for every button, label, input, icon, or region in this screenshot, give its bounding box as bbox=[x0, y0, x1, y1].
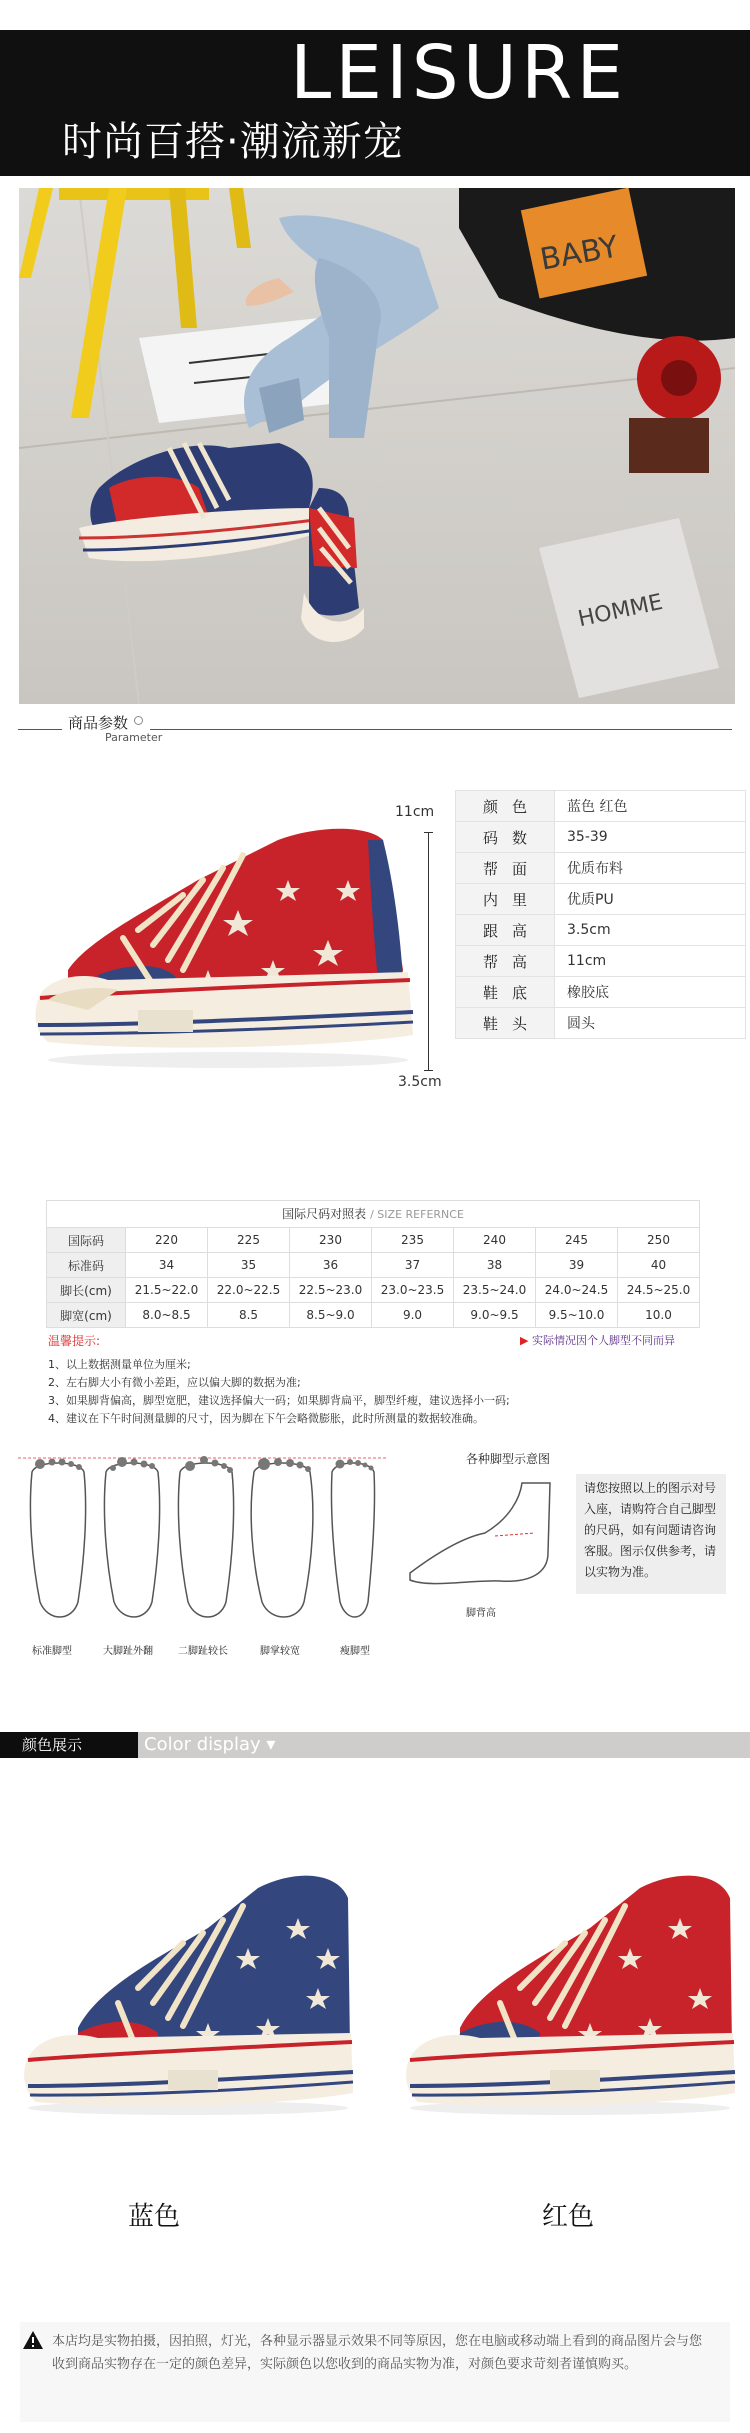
dimension-tick-bottom bbox=[424, 1070, 433, 1071]
tips-heading: 温馨提示: bbox=[48, 1334, 101, 1348]
table-cell: 230 bbox=[290, 1228, 372, 1253]
spec-row bbox=[456, 822, 746, 853]
table-cell: 22.0~22.5 bbox=[208, 1278, 290, 1303]
spec-row bbox=[456, 791, 746, 822]
row-header: 脚长(cm) bbox=[47, 1278, 126, 1303]
size-chart bbox=[46, 1200, 700, 1328]
foot-type-label: 大脚趾外翻 bbox=[103, 1646, 153, 1657]
arch-diagram bbox=[400, 1478, 560, 1598]
disclaimer-text: 本店均是实物拍摄，因拍照，灯光，各种显示器显示效果不同等原因，您在电脑或移动端上看到的商品图片会与您收到商品实物存在一定的颜色差异，实际颜色以您收到的商品实物为准，对颜色要求苛刻者谨慎购买。 bbox=[52, 2334, 703, 2372]
tip-item: 3、如果脚背偏高，脚型宽肥，建议选择偏大一码；如果脚背扁平，脚型纤瘦，建议选择小一码; bbox=[48, 1394, 510, 1407]
circle-dot-icon bbox=[134, 716, 143, 725]
table-cell: 9.5~10.0 bbox=[536, 1303, 618, 1328]
table-cell: 24.5~25.0 bbox=[618, 1278, 700, 1303]
color-label-blue: 蓝色 bbox=[128, 2202, 181, 2232]
table-cell: 225 bbox=[208, 1228, 290, 1253]
warning-icon bbox=[22, 2330, 44, 2354]
svg-text:BABY: BABY bbox=[537, 229, 621, 278]
spec-value: 优质布料 bbox=[555, 853, 746, 884]
arch-label: 脚背高 bbox=[466, 1608, 496, 1619]
arch-diagram-title: 各种脚型示意图 bbox=[466, 1452, 551, 1466]
table-cell: 23.0~23.5 bbox=[372, 1278, 454, 1303]
spec-value: 优质PU bbox=[555, 884, 746, 915]
size-table bbox=[46, 1227, 700, 1328]
row-header: 国际码 bbox=[47, 1228, 126, 1253]
table-cell: 40 bbox=[618, 1253, 700, 1278]
foot-type-note: 请您按照以上的图示对号入座，请购符合自己脚型的尺码，如有问题请咨询客服。图示仅供参考，请以实物为准。 bbox=[576, 1474, 726, 1594]
spec-table bbox=[455, 790, 746, 1039]
section-title-en: Parameter bbox=[105, 731, 163, 744]
table-cell: 35 bbox=[208, 1253, 290, 1278]
spec-key: 鞋底 bbox=[456, 977, 555, 1008]
table-cell: 22.5~23.0 bbox=[290, 1278, 372, 1303]
table-cell: 34 bbox=[126, 1253, 208, 1278]
table-cell: 39 bbox=[536, 1253, 618, 1278]
foot-type-label: 二脚趾较长 bbox=[178, 1646, 228, 1657]
table-row bbox=[47, 1228, 700, 1253]
tips-right-note bbox=[520, 1332, 675, 1348]
dimension-tick-top bbox=[424, 832, 433, 833]
section-title-cn: 商品参数 bbox=[68, 714, 129, 732]
tips-right-text: 实际情况因个人脚型不同而异 bbox=[531, 1334, 675, 1347]
table-cell: 235 bbox=[372, 1228, 454, 1253]
size-chart-title-en: / SIZE REFERNCE bbox=[370, 1208, 464, 1221]
section-line-right bbox=[150, 729, 732, 730]
table-cell: 245 bbox=[536, 1228, 618, 1253]
spec-row bbox=[456, 1008, 746, 1039]
spec-key: 帮面 bbox=[456, 853, 555, 884]
spec-value: 35-39 bbox=[555, 822, 746, 853]
table-row bbox=[47, 1253, 700, 1278]
foot-types-diagram bbox=[18, 1452, 388, 1632]
header-title-cn: 时尚百搭·潮流新宠 bbox=[62, 119, 404, 165]
spec-row bbox=[456, 915, 746, 946]
svg-text:HOMME: HOMME bbox=[575, 589, 665, 633]
spec-key: 鞋头 bbox=[456, 1008, 555, 1039]
table-cell: 240 bbox=[454, 1228, 536, 1253]
table-cell: 9.0 bbox=[372, 1303, 454, 1328]
spec-key: 颜色 bbox=[456, 791, 555, 822]
shoe-blue-image bbox=[18, 1858, 358, 2118]
foot-type-label: 脚掌较宽 bbox=[260, 1646, 300, 1657]
spec-key: 跟高 bbox=[456, 915, 555, 946]
spec-value: 圆头 bbox=[555, 1008, 746, 1039]
table-cell: 8.0~8.5 bbox=[126, 1303, 208, 1328]
table-cell: 38 bbox=[454, 1253, 536, 1278]
dimension-line bbox=[428, 832, 429, 1070]
table-cell: 21.5~22.0 bbox=[126, 1278, 208, 1303]
table-cell: 37 bbox=[372, 1253, 454, 1278]
table-row bbox=[47, 1303, 700, 1328]
section-line-left bbox=[18, 729, 62, 730]
table-row bbox=[47, 1278, 700, 1303]
spec-value: 3.5cm bbox=[555, 915, 746, 946]
spec-key: 内里 bbox=[456, 884, 555, 915]
size-chart-title bbox=[46, 1200, 700, 1227]
table-cell: 23.5~24.0 bbox=[454, 1278, 536, 1303]
spec-value: 11cm bbox=[555, 946, 746, 977]
spec-row bbox=[456, 977, 746, 1008]
header-title-en: LEISURE bbox=[290, 30, 628, 116]
row-header: 脚宽(cm) bbox=[47, 1303, 126, 1328]
table-cell: 220 bbox=[126, 1228, 208, 1253]
caret-right-icon: ▶ bbox=[520, 1334, 532, 1347]
spec-row bbox=[456, 946, 746, 977]
lifestyle-photo bbox=[19, 188, 735, 704]
tip-item: 2、左右脚大小有微小差距，应以偏大脚的数据为准; bbox=[48, 1376, 301, 1389]
shoe-red-image bbox=[400, 1858, 740, 2118]
spec-value: 蓝色 红色 bbox=[555, 791, 746, 822]
spec-value: 橡胶底 bbox=[555, 977, 746, 1008]
table-cell: 9.0~9.5 bbox=[454, 1303, 536, 1328]
table-cell: 8.5 bbox=[208, 1303, 290, 1328]
product-shoe-red-image bbox=[28, 820, 423, 1070]
spec-row bbox=[456, 853, 746, 884]
color-display-title-en: Color display ▾ bbox=[138, 1732, 750, 1758]
tip-item: 1、以上数据测量单位为厘米; bbox=[48, 1358, 191, 1371]
size-chart-title-cn: 国际尺码对照表 bbox=[282, 1207, 367, 1221]
table-cell: 24.0~24.5 bbox=[536, 1278, 618, 1303]
spec-row bbox=[456, 884, 746, 915]
upper-height-label: 11cm bbox=[395, 804, 435, 820]
foot-type-label: 标准脚型 bbox=[32, 1646, 72, 1657]
table-cell: 36 bbox=[290, 1253, 372, 1278]
tip-item: 4、建议在下午时间测量脚的尺寸，因为脚在下午会略微膨胀，此时所测量的数据较准确。 bbox=[48, 1412, 484, 1425]
heel-height-label: 3.5cm bbox=[398, 1074, 442, 1090]
table-cell: 250 bbox=[618, 1228, 700, 1253]
table-cell: 10.0 bbox=[618, 1303, 700, 1328]
spec-key: 帮高 bbox=[456, 946, 555, 977]
color-label-red: 红色 bbox=[542, 2202, 595, 2232]
table-cell: 8.5~9.0 bbox=[290, 1303, 372, 1328]
color-display-title-cn: 颜色展示 bbox=[0, 1732, 138, 1758]
spec-key: 码数 bbox=[456, 822, 555, 853]
row-header: 标准码 bbox=[47, 1253, 126, 1278]
foot-type-label: 瘦脚型 bbox=[340, 1646, 370, 1657]
